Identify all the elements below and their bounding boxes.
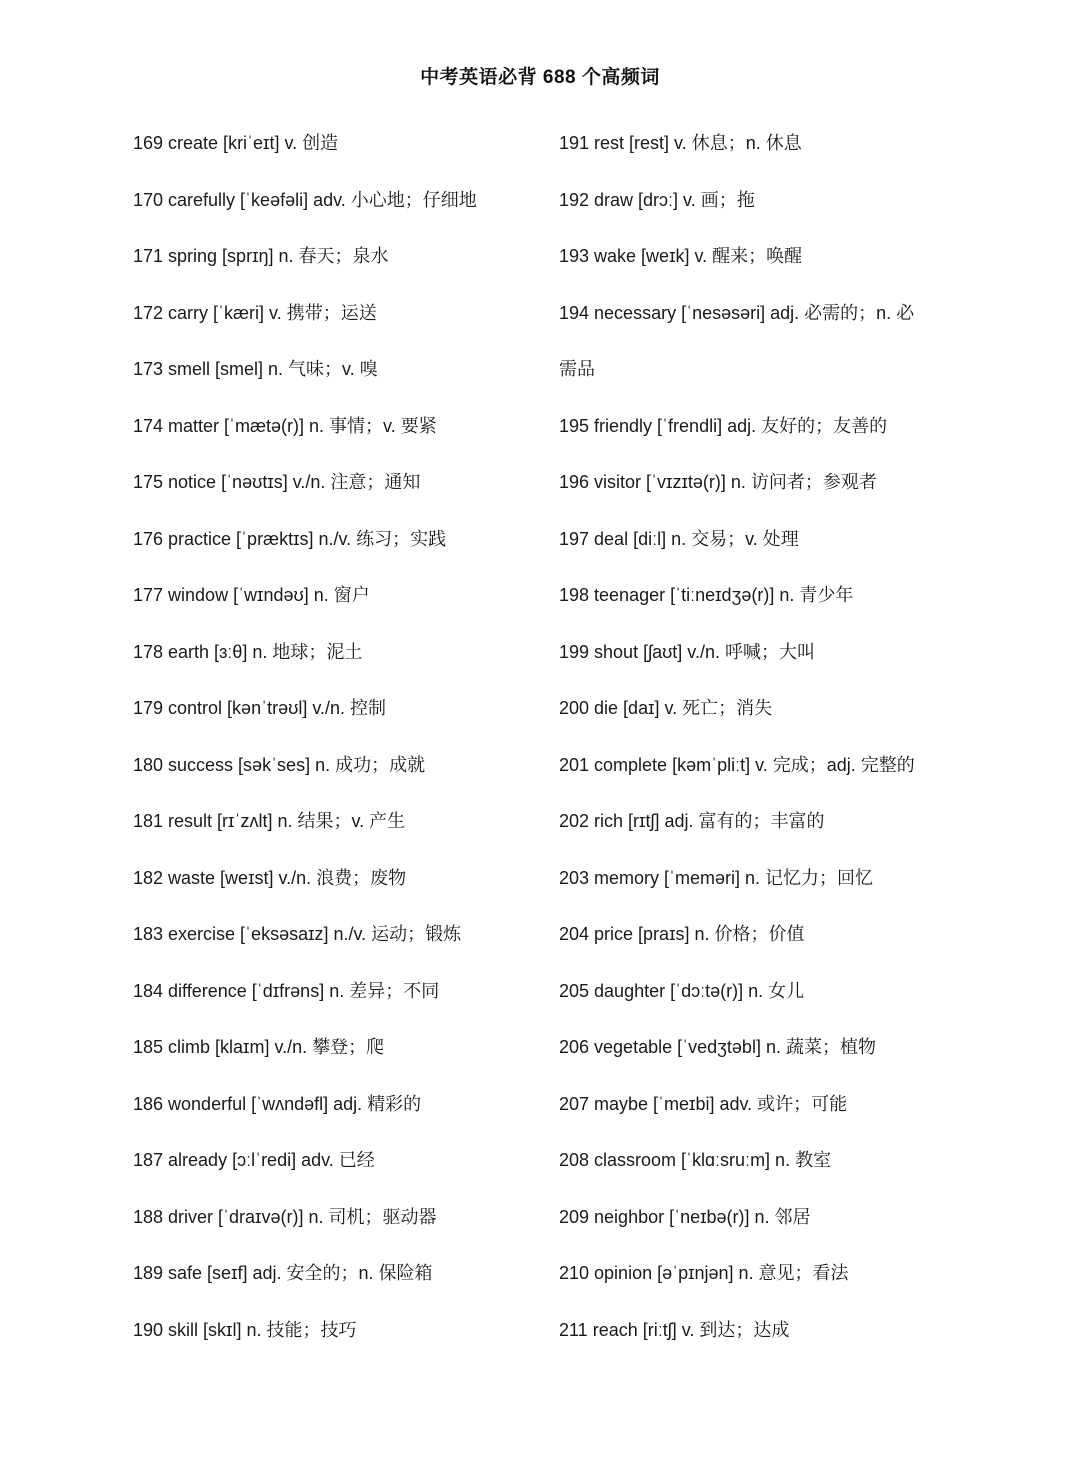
word-entry-text: 202 rich [rɪtʃ] adj. 富有的；丰富的 [559, 811, 825, 831]
word-entry [133, 972, 543, 1029]
word-entry-text: 210 opinion [əˈpɪnjən] n. 意见；看法 [559, 1263, 849, 1283]
word-entry [133, 915, 543, 972]
word-entry-text: 169 create [kriˈeɪt] v. 创造 [133, 133, 339, 153]
word-entry [133, 1198, 543, 1255]
word-entry-text: 194 necessary [ˈnesəsəri] adj. 必需的；n. 必 [559, 302, 915, 323]
page-title: 中考英语必背 688 个高频词 [420, 67, 660, 88]
word-entry [559, 859, 959, 916]
word-entry-text: 198 teenager [ˈtiːneɪdʒə(r)] n. 青少年 [559, 585, 854, 605]
word-entry-text: 181 result [rɪˈzʌlt] n. 结果；v. 产生 [133, 811, 406, 831]
word-entry-text: 185 climb [klaɪm] v./n. 攀登；爬 [133, 1037, 385, 1057]
word-entry [559, 1198, 959, 1255]
word-entry-text: 171 spring [sprɪŋ] n. 春天；泉水 [133, 246, 389, 266]
word-entry-text: 192 draw [drɔː] v. 画；拖 [559, 189, 755, 210]
word-entry [559, 633, 959, 690]
word-entry [559, 689, 959, 746]
word-entry-text: 175 notice [ˈnəʊtɪs] v./n. 注意；通知 [133, 472, 421, 492]
word-entry-text: 190 skill [skɪl] n. 技能；技巧 [133, 1319, 357, 1340]
word-entry-text: 184 difference [ˈdɪfrəns] n. 差异；不同 [133, 980, 440, 1001]
word-entry [559, 1085, 959, 1142]
word-entry-text: 205 daughter [ˈdɔːtə(r)] n. 女儿 [559, 980, 805, 1001]
word-entry-text: 187 already [ɔːlˈredi] adv. 已经 [133, 1150, 375, 1170]
word-entry-text: 208 classroom [ˈklɑːsruːm] n. 教室 [559, 1150, 832, 1170]
word-entry-text: 211 reach [riːtʃ] v. 到达；达成 [559, 1319, 790, 1340]
word-entry [133, 802, 543, 859]
word-entry-text: 193 wake [weɪk] v. 醒来；唤醒 [559, 246, 803, 266]
word-entry [133, 1311, 543, 1368]
word-entry [559, 802, 959, 859]
word-entry [559, 407, 959, 464]
word-entry [559, 237, 959, 294]
word-entry [133, 520, 543, 577]
word-entry [133, 181, 543, 238]
word-entry-text: 180 success [səkˈses] n. 成功；成就 [133, 754, 426, 775]
word-entry [559, 1141, 959, 1198]
word-entry-text: 200 die [daɪ] v. 死亡；消失 [559, 698, 773, 718]
word-entry [559, 746, 959, 803]
word-entry [133, 633, 543, 690]
word-entry [133, 463, 543, 520]
word-entry [133, 746, 543, 803]
word-entry [559, 972, 959, 1029]
word-entry-text: 204 price [praɪs] n. 价格；价值 [559, 924, 805, 944]
word-entry-text: 172 carry [ˈkæri] v. 携带；运送 [133, 302, 377, 323]
word-entry-text: 178 earth [ɜːθ] n. 地球；泥土 [133, 641, 363, 662]
word-entry [133, 1085, 543, 1142]
word-entry-text: 183 exercise [ˈeksəsaɪz] n./v. 运动；锻炼 [133, 924, 462, 944]
word-entry [559, 294, 959, 351]
word-entry-text: 195 friendly [ˈfrendli] adj. 友好的；友善的 [559, 415, 888, 436]
word-entry [133, 1028, 543, 1085]
word-entry-text: 207 maybe [ˈmeɪbi] adv. 或许；可能 [559, 1093, 848, 1114]
word-entry-text: 197 deal [diːl] n. 交易；v. 处理 [559, 528, 799, 549]
word-entry [559, 124, 959, 181]
word-entry-text: 186 wonderful [ˈwʌndəfl] adj. 精彩的 [133, 1093, 422, 1114]
word-entry [133, 689, 543, 746]
word-entry [559, 576, 959, 633]
word-entry [133, 859, 543, 916]
word-entry-text: 188 driver [ˈdraɪvə(r)] n. 司机；驱动器 [133, 1206, 437, 1227]
word-entry [559, 1028, 959, 1085]
word-entry-text: 199 shout [ʃaʊt] v./n. 呼喊；大叫 [559, 641, 815, 662]
word-entry-text: 191 rest [rest] v. 休息；n. 休息 [559, 133, 802, 153]
word-entry-text: 170 carefully [ˈkeəfəli] adv. 小心地；仔细地 [133, 189, 477, 210]
word-entry [559, 1311, 959, 1368]
word-entry-text: 206 vegetable [ˈvedʒtəbl] n. 蔬菜；植物 [559, 1037, 876, 1057]
right-word-column [559, 124, 959, 1367]
word-entry-text: 182 waste [weɪst] v./n. 浪费；废物 [133, 867, 407, 888]
word-entry [133, 124, 543, 181]
word-entry [559, 181, 959, 238]
word-entry-text: 177 window [ˈwɪndəʊ] n. 窗户 [133, 585, 370, 605]
word-entry [559, 520, 959, 577]
word-entry [133, 237, 543, 294]
word-entry-text: 174 matter [ˈmætə(r)] n. 事情；v. 要紧 [133, 415, 437, 436]
word-entry [559, 1254, 959, 1311]
word-entry-continuation [559, 350, 959, 407]
word-entry-text: 203 memory [ˈmeməri] n. 记忆力；回忆 [559, 867, 874, 888]
word-entry-text: 173 smell [smel] n. 气味；v. 嗅 [133, 359, 378, 379]
word-entry [133, 1254, 543, 1311]
word-entry [133, 1141, 543, 1198]
word-entry [559, 915, 959, 972]
word-entry [559, 463, 959, 520]
word-entry-text: 176 practice [ˈpræktɪs] n./v. 练习；实践 [133, 528, 447, 549]
left-word-column [133, 124, 543, 1367]
word-entry-text: 201 complete [kəmˈpliːt] v. 完成；adj. 完整的 [559, 754, 915, 775]
word-entry [133, 576, 543, 633]
word-entry-text: 196 visitor [ˈvɪzɪtə(r)] n. 访问者；参观者 [559, 472, 877, 492]
word-entry [133, 407, 543, 464]
word-entry-text: 需品 [559, 359, 595, 379]
word-entry [133, 294, 543, 351]
word-entry-text: 179 control [kənˈtrəʊl] v./n. 控制 [133, 698, 386, 718]
word-entry-text: 209 neighbor [ˈneɪbə(r)] n. 邻居 [559, 1206, 811, 1227]
word-entry-text: 189 safe [seɪf] adj. 安全的；n. 保险箱 [133, 1263, 433, 1283]
word-entry [133, 350, 543, 407]
